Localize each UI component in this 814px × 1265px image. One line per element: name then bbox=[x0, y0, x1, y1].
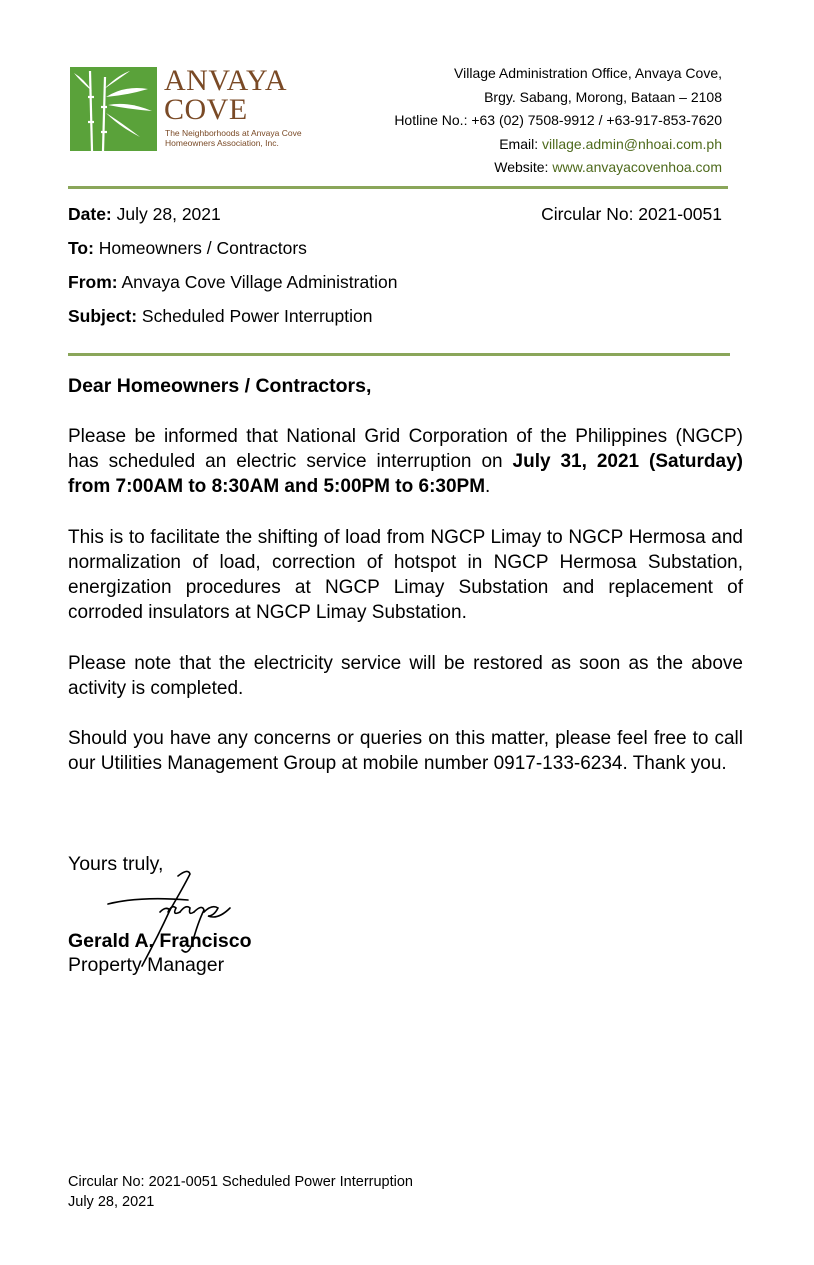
subject-label: Subject: bbox=[68, 306, 138, 326]
from-line bbox=[68, 272, 397, 292]
subject-value: Scheduled Power Interruption bbox=[141, 306, 373, 326]
from-label: From: bbox=[68, 272, 118, 292]
handwritten-signature bbox=[100, 866, 240, 976]
website-label: Website: bbox=[494, 159, 553, 175]
email-link[interactable]: village.admin@nhoai.com.ph bbox=[542, 135, 722, 152]
logo-mark bbox=[70, 67, 157, 151]
logo-name-line2: COVE bbox=[164, 93, 248, 126]
date-label: Date: bbox=[68, 204, 112, 224]
email-line bbox=[394, 133, 722, 157]
paragraph-2: This is to facilitate the shifting of load from NGCP Limay to NGCP Hermosa and normalization of load, correction of hotspot in NGCP Hermosa Substation, energization procedures at NGCP Limay Substation and replacement of corroded insulators at NGCP Limay Substation. bbox=[68, 527, 743, 623]
header-contact bbox=[394, 62, 722, 180]
hotline: Hotline No.: +63 (02) 7508-9912 / +63-917-853-7620 bbox=[394, 112, 722, 128]
to-label: To: bbox=[68, 238, 94, 258]
address-line2: Brgy. Sabang, Morong, Bataan – 2108 bbox=[484, 88, 722, 105]
circular-number: Circular No: 2021-0051 bbox=[541, 204, 722, 224]
from-value: Anvaya Cove Village Administration bbox=[121, 272, 398, 292]
footer-date: July 28, 2021 bbox=[68, 1194, 155, 1210]
header-divider bbox=[68, 186, 728, 189]
logo-name-line1: ANVAYA bbox=[164, 64, 288, 97]
logo-tagline: The Neighborhoods at Anvaya Cove Homeowners Association, Inc. bbox=[165, 128, 302, 148]
address-line1: Village Administration Office, Anvaya Cove, bbox=[454, 65, 722, 81]
bamboo-icon bbox=[70, 67, 157, 151]
p1-bold: July 31, 2021 (Saturday) from 7:00AM to 8:30AM and 5:00PM to 6:30PM bbox=[68, 451, 743, 497]
paragraph-3: Please note that the electricity service will be restored as soon as the above activity is completed. bbox=[68, 653, 743, 699]
memo-divider bbox=[68, 353, 730, 356]
to-line bbox=[68, 238, 307, 258]
email-label: Email: bbox=[499, 135, 543, 152]
paragraph-4: Should you have any concerns or queries on this matter, please feel free to call our Utilities Management Group at mobile number 0917-133-6234. Thank you. bbox=[68, 728, 743, 774]
footer-circular: Circular No: 2021-0051 Scheduled Power Interruption bbox=[68, 1174, 413, 1190]
salutation: Dear Homeowners / Contractors, bbox=[68, 375, 372, 397]
signer-title: Property Manager bbox=[68, 954, 225, 976]
subject-line bbox=[68, 306, 372, 326]
closing: Yours truly, bbox=[68, 853, 164, 875]
to-value: Homeowners / Contractors bbox=[98, 238, 307, 258]
website-line bbox=[394, 156, 722, 180]
p1-end: . bbox=[485, 476, 491, 497]
date-value: July 28, 2021 bbox=[116, 204, 221, 224]
p1-text: Please be informed that National Grid Corporation of the Philippines (NGCP) has scheduled an electric service interruption on bbox=[68, 426, 743, 472]
date-line bbox=[68, 204, 221, 224]
website-link[interactable]: www.anvayacovenhoa.com bbox=[552, 159, 722, 175]
signer-name: Gerald A. Francisco bbox=[68, 930, 252, 952]
paragraph-1 bbox=[68, 424, 743, 499]
